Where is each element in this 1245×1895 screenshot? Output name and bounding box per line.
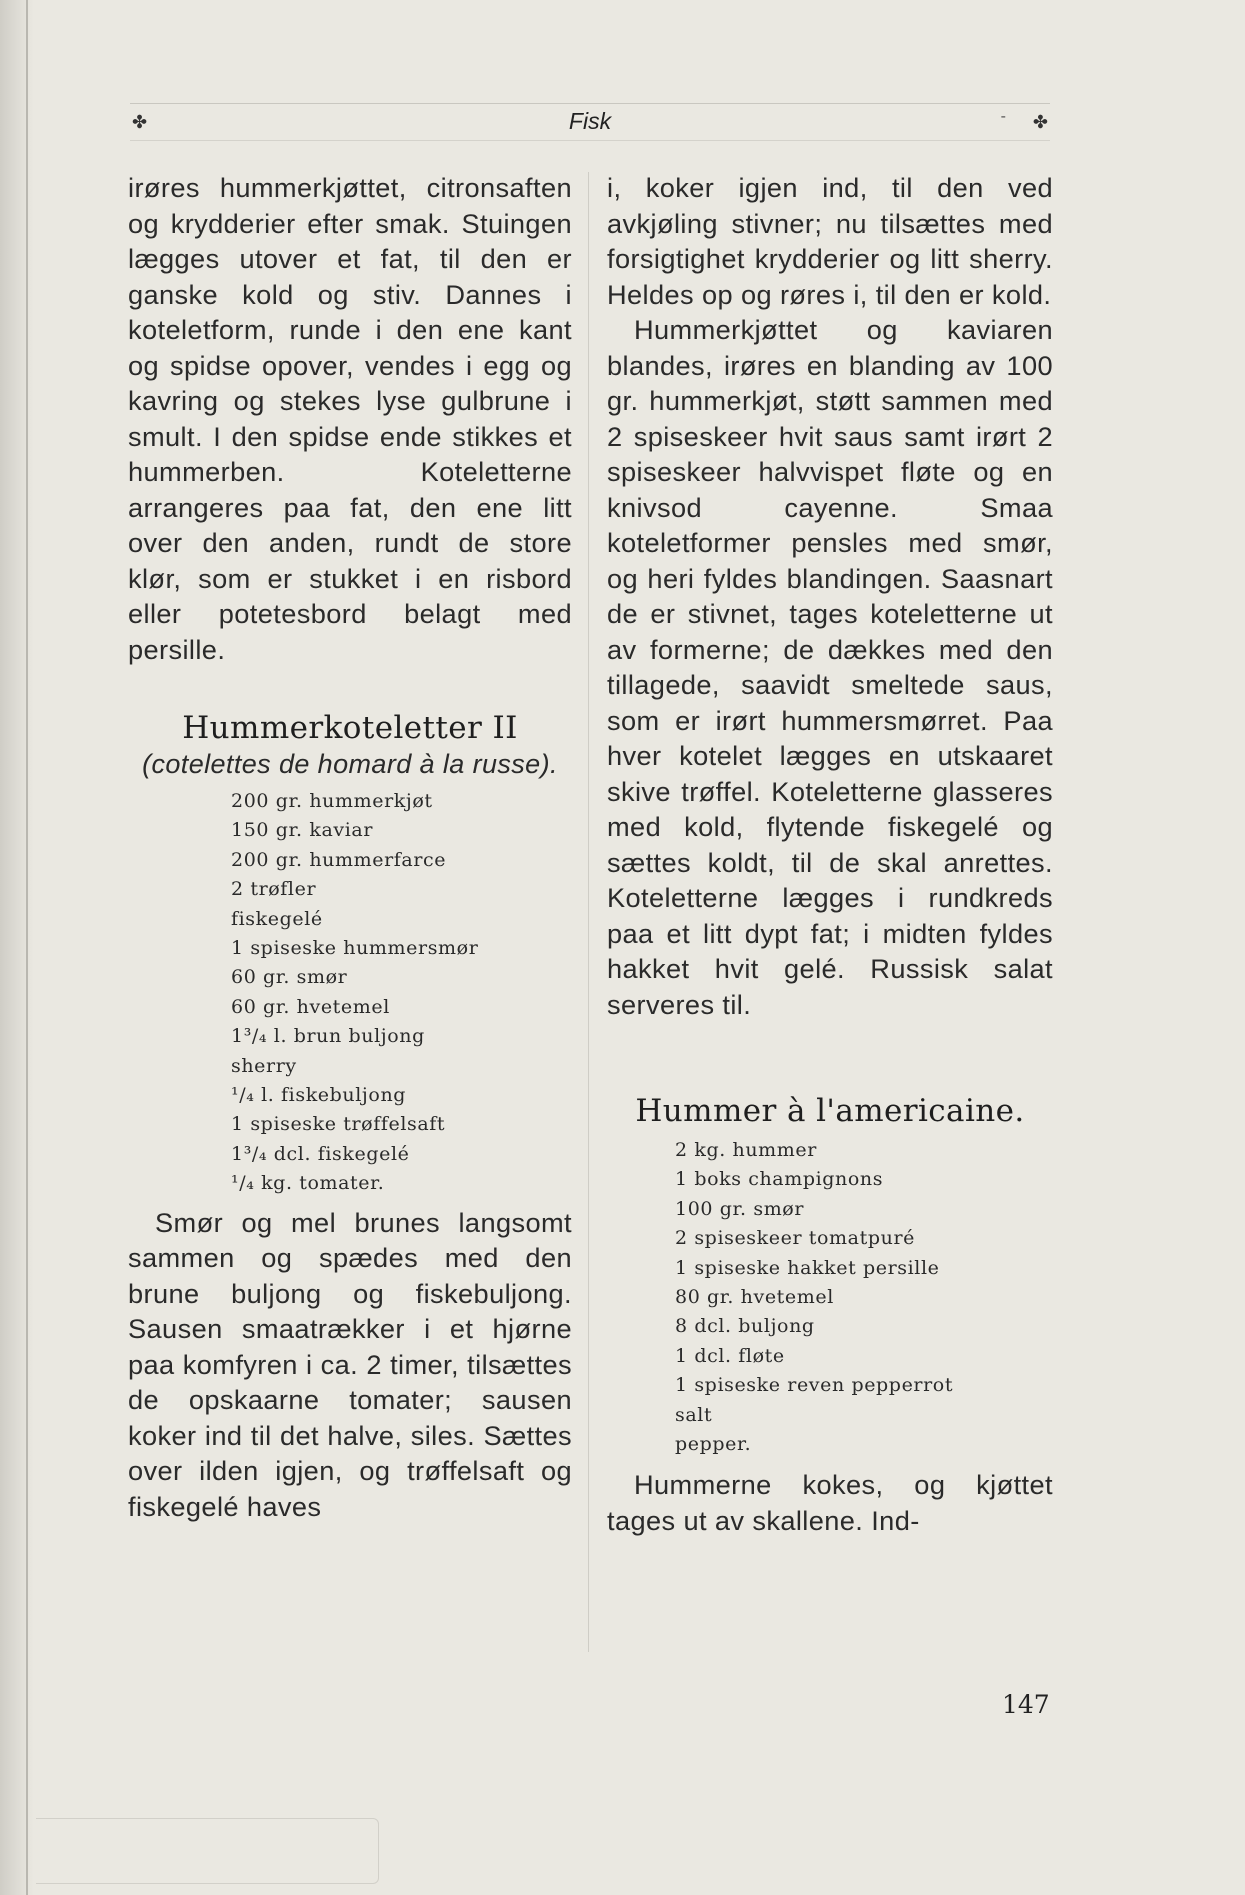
- right-paragraph-1: i, koker igjen ind, til den ved avkjøling stivner; nu tilsættes med forsigtighet krydderier og litt sherry. Heldes op og røres i, til den er kold.: [607, 172, 1053, 310]
- book-spine-shadow: [0, 0, 34, 1895]
- ingredient-item: sherry: [231, 1054, 297, 1077]
- ingredient-list-right: [675, 1136, 1053, 1459]
- ingredient-item: 1 spiseske hakket persille: [675, 1256, 940, 1279]
- ornament-right-icon: ✤: [1032, 112, 1048, 133]
- ingredient-item: 8 dcl. buljong: [675, 1315, 815, 1338]
- ingredient-item: 1 dcl. fløte: [675, 1344, 785, 1367]
- ingredient-item: 200 gr. hummerfarce: [231, 848, 447, 871]
- ingredient-item: 150 gr. kaviar: [231, 819, 374, 842]
- running-header-title: Fisk: [568, 108, 612, 134]
- ingredient-item: 60 gr. hvetemel: [231, 995, 390, 1018]
- left-column: [128, 170, 572, 1524]
- ingredient-item: 2 spiseskeer tomatpuré: [675, 1227, 915, 1250]
- recipe-title-hummer-americaine: Hummer à l'americaine.: [635, 1093, 1025, 1129]
- spine-line: [26, 0, 28, 1895]
- ingredient-item: 1 spiseske trøffelsaft: [231, 1113, 446, 1136]
- ingredient-item: 1 spiseske reven pepperrot: [675, 1374, 954, 1397]
- column-divider: [588, 172, 589, 1652]
- ornament-left-icon: ✤: [132, 112, 148, 133]
- ingredient-item: salt: [675, 1403, 713, 1426]
- ingredient-item: 80 gr. hvetemel: [675, 1286, 834, 1309]
- right-paragraph-2: Hummerkjøttet og kaviaren blandes, irøres en blanding av 100 gr. hummerkjøt, støtt sammen med 2 spiseskeer hvit saus samt irørt 2 spiseskeer halvvispet fløte og en knivsod cayenne. Smaa koteletformer pensles med smør, og heri fyldes blandingen. Saasnart de er stivnet, tages koteletterne ut av formerne; de dækkes med den tillagede, saavidt smeltede saus, som er irørt hummersmørret. Paa hver kotelet lægges en utskaaret skive trøffel. Koteletterne glasseres med kold, flytende fiskegelé og sættes koldt, til de skal anrettes. Koteletterne lægges i rundkreds paa et litt dypt fat; i midten fyldes hakket hvit gelé. Russisk salat serveres til.: [607, 314, 1053, 1020]
- ingredient-item: fiskegelé: [231, 907, 323, 930]
- ingredient-item: ¹/₄ l. fiskebuljong: [231, 1084, 407, 1107]
- ingredient-item: 1³/₄ l. brun buljong: [231, 1025, 425, 1048]
- ingredient-item: 2 kg. hummer: [675, 1139, 817, 1161]
- ingredient-item: ¹/₄ kg. tomater.: [231, 1172, 385, 1195]
- running-header: [130, 103, 1050, 141]
- right-column: [607, 170, 1053, 1538]
- header-dash-mark: -: [1000, 108, 1006, 125]
- ingredient-item: 100 gr. smør: [675, 1197, 805, 1220]
- right-paragraph-3: Hummerne kokes, og kjøttet tages ut av skallene. Ind-: [607, 1469, 1053, 1536]
- ingredient-item: 200 gr. hummerkjøt: [231, 790, 433, 812]
- left-paragraph-2: Smør og mel brunes langsomt sammen og spædes med den brune buljong og fiskebuljong. Sausen smaatrækker i et hjørne paa komfyren i ca. 2 timer, tilsættes de opskaarne tomater; sausen koker ind til det halve, siles. Sættes over ilden igjen, og trøffelsaft og fiskegelé haves: [128, 1206, 572, 1522]
- ingredient-item: 2 trøfler: [231, 878, 317, 901]
- ingredient-item: 1³/₄ dcl. fiskegelé: [231, 1142, 410, 1165]
- recipe-title-hummerkoteletter: Hummerkoteletter II: [182, 710, 518, 746]
- page-number: 147: [1002, 1690, 1050, 1719]
- left-paragraph-1: irøres hummerkjøttet, citronsaften og krydderier efter smak. Stuingen lægges utover et fat, til den er ganske kold og stiv. Dannes i koteletform, runde i den ene kant og spidse opover, vendes i egg og kavring og stekes lyse gulbrune i smult. I den spidse ende stikkes et hummerben. Koteletterne arrangeres paa fat, den ene litt over den anden, rundt de store klør, som er stukket i en risbord eller potetesbord belagt med persille.: [128, 172, 572, 665]
- ingredient-item: pepper.: [675, 1433, 752, 1456]
- page-edge-mark: [36, 1818, 379, 1884]
- ingredient-list-left: [231, 787, 572, 1199]
- recipe-subtitle: (cotelettes de homard à la russe).: [142, 749, 558, 779]
- ingredient-item: 60 gr. smør: [231, 966, 348, 989]
- ingredient-item: 1 spiseske hummersmør: [231, 937, 479, 960]
- ingredient-item: 1 boks champignons: [675, 1168, 884, 1191]
